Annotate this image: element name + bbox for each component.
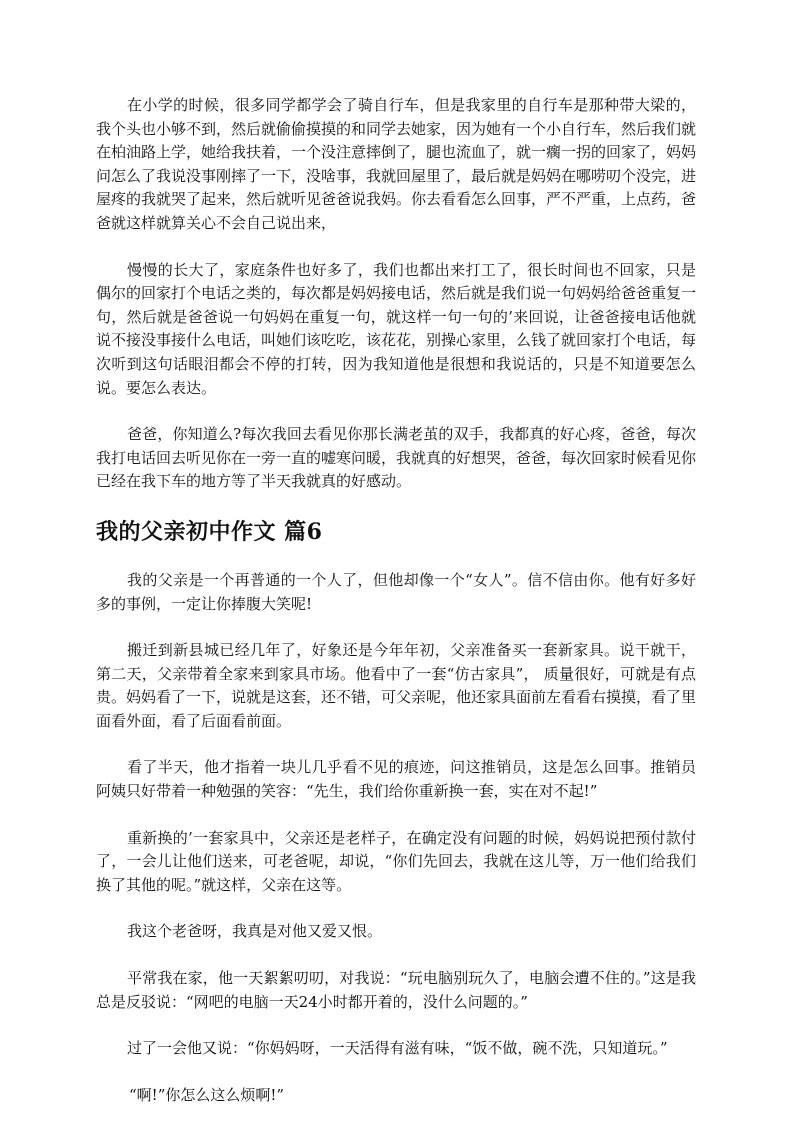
paragraph: 慢慢的长大了，家庭条件也好多了，我们也都出来打工了，很长时间也不回家，只是偶尔的回家打个电话之类的，每次都是妈妈接电话，然后就是我们说一句妈妈给爸爸重复一句，然后就是爸爸说一句妈妈在重复一句，就这样一句一句的’来回说，让爸爸接电话他就说不接没事接什么电话，叫她们该吃吃，该花花，别操心家里，么钱了就回家打个电话，每次听到这句话眼泪都会不停的打转，因为我知道他是很想和我说话的，只是不知道要怎么说。要怎么表达。: [96, 260, 697, 397]
paragraph: 我这个老爸呀，我真是对他又爱又恨。: [127, 922, 383, 941]
paragraph: 重新换的’一套家具中，父亲还是老样子，在确定没有问题的时候，妈妈说把预付款付了，一会儿让他们送来，可老爸呢，却说，“你们先回去，我就在这儿等，万一他们给我们换了其他的呢。”就这样，父亲在这等。: [96, 828, 696, 894]
paragraph: 搬迁到新县城已经几年了，好象还是今年年初，父亲准备买一套新家具。说干就干，第二天，父亲带着全家来到家具市场。他看中了一套“仿古家具”， 质量很好，可就是有点贵。妈妈看了一下，说就是这套，还不错，可父亲呢，他还家具面前左看看右摸摸，看了里面看外面，看了后面看前面。: [96, 641, 697, 730]
paragraph: “啊!”你怎么这么烦啊!”: [129, 1085, 285, 1104]
section-heading: 我的父亲初中作文 篇6: [96, 518, 323, 545]
paragraph: 看了半天，他才指着一块儿几乎看不见的痕迹，问这推销员，这是怎么回事。推销员阿姨只好带着一种勉强的笑容：“先生，我们给你重新换一套，实在对不起!”: [96, 758, 696, 801]
paragraph: 平常我在家，他一天絮絮叨叨，对我说：“玩电脑别玩久了，电脑会遭不住的。”这是我总是反驳说：“网吧的电脑一天24小时都开着的，没什么问题的。”: [96, 969, 696, 1011]
document-page: [96, 94, 696, 1130]
paragraph: 我的父亲是一个再普通的一个人了，但他却像一个“女人”。信不信由你。他有好多好多的事例，一定让你捧腹大笑呢!: [96, 570, 696, 613]
paragraph: 过了一会他又说：“你妈妈呀，一天活得有滋有味，“饭不做，碗不洗，只知道玩。”: [127, 1039, 668, 1058]
paragraph: 爸爸，你知道么?每次我回去看见你那长满老茧的双手，我都真的好心疼，爸爸，每次我打电话回去听见你在一旁一直的嘘寒问暖，我就真的好想哭，爸爸，每次回家时候看见你已经在我下车的地方等了半天我就真的好感动。: [96, 425, 697, 491]
paragraph: 在小学的时候，很多同学都学会了骑自行车，但是我家里的自行车是那种带大梁的，我个头也小够不到，然后就偷偷摸摸的和同学去她家，因为她有一个小自行车，然后我们就在柏油路上学，她给我扶着，一个没注意摔倒了，腿也流血了，就一瘸一拐的回家了，妈妈问怎么了我说没事刚摔了一下，没啥事，我就回屋里了，最后就是妈妈在哪唠叨个没完，进屋疼的我就哭了起来，然后就听见爸爸说我妈。你去看看怎么回事，严不严重，上点药，爸爸就这样就算关心不会自己说出来，: [96, 96, 697, 232]
